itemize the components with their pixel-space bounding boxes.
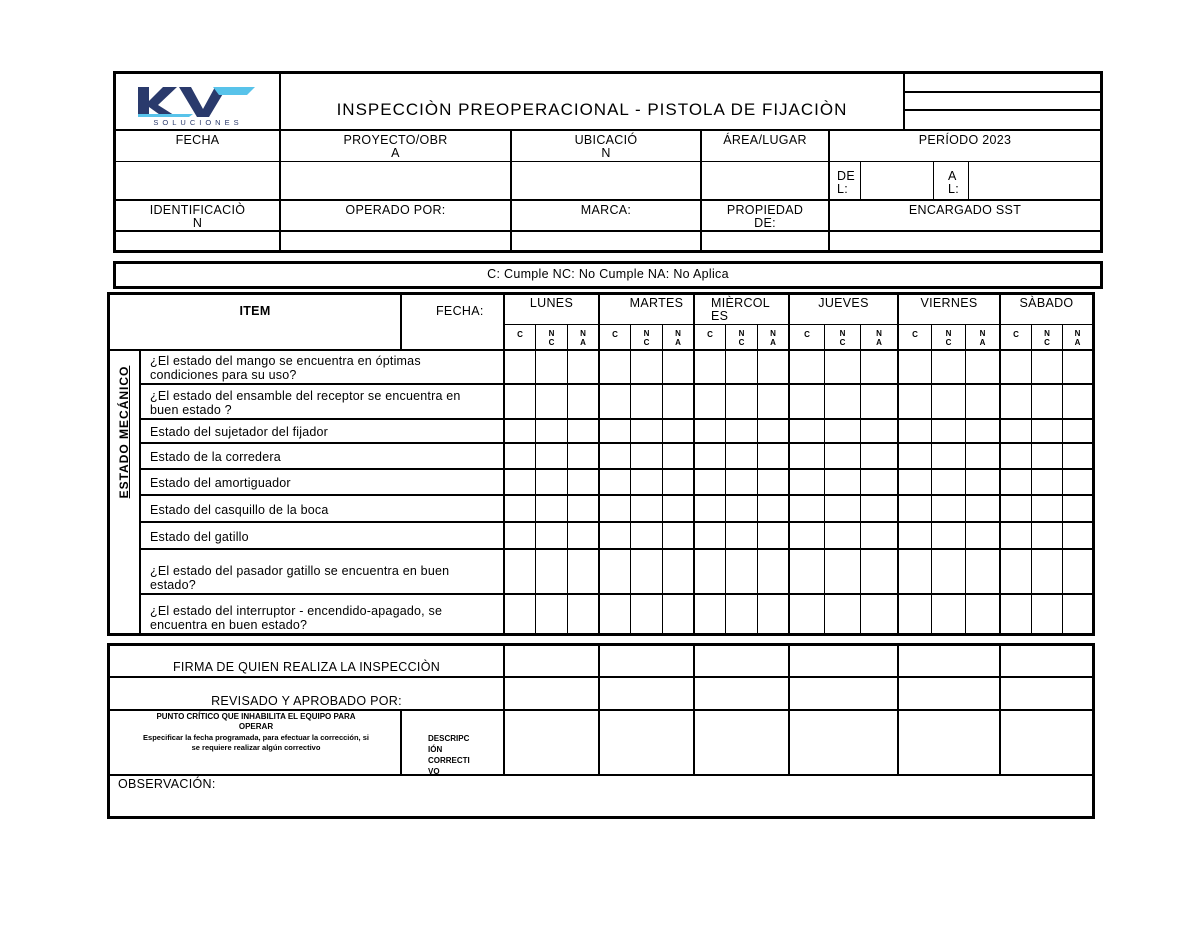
sub-nc: N C <box>839 329 846 347</box>
item-row: Estado de la corredera <box>150 450 281 464</box>
sub-na: N A <box>770 329 776 347</box>
sub-c: C <box>804 330 810 339</box>
label-fecha: FECHA <box>175 133 220 147</box>
label-del: DE L: <box>837 169 855 196</box>
logo-subtitle: SOLUCIONES <box>153 118 243 127</box>
revisado-label: REVISADO Y APROBADO POR: <box>211 694 402 708</box>
label-area: ÁREA/LUGAR <box>723 133 807 147</box>
day-sabado: SÀBADO <box>1019 296 1074 310</box>
area-field[interactable] <box>702 162 828 199</box>
label-ubicacion: UBICACIÓ N <box>574 133 638 160</box>
identificacion-field[interactable] <box>116 232 279 250</box>
sub-na: N A <box>979 329 986 347</box>
punto-critico-desc: Especificar la fecha programada, para efectuar la corrección, si se requiere realizar algún correctivo <box>143 733 369 752</box>
item-row: ¿El estado del interruptor - encendido-apagado, se encuentra en buen estado? <box>150 604 443 632</box>
fecha-field[interactable] <box>116 162 279 199</box>
item-row: ¿El estado del mango se encuentra en óptimas condiciones para su uso? <box>150 354 421 382</box>
sub-c: C <box>912 330 918 339</box>
observacion-label: OBSERVACIÓN: <box>118 777 216 791</box>
label-identificacion: IDENTIFICACIÒ N <box>149 203 246 230</box>
sub-nc: N C <box>738 329 745 347</box>
label-proyecto: PROYECTO/OBR A <box>343 133 448 160</box>
item-row: ¿El estado del ensamble del receptor se encuentra en buen estado ? <box>150 389 461 417</box>
periodo-del-field[interactable] <box>861 162 933 199</box>
label-operado: OPERADO POR: <box>345 203 446 217</box>
legend-box <box>113 261 1103 289</box>
item-row: Estado del casquillo de la boca <box>150 503 329 517</box>
item-row: ¿El estado del pasador gatillo se encuentra en buen estado? <box>150 564 450 592</box>
sub-nc: N C <box>548 329 555 347</box>
label-encargado: ENCARGADO SST <box>908 203 1022 217</box>
sub-nc: N C <box>945 329 952 347</box>
sub-na: N A <box>1074 329 1081 347</box>
sub-na: N A <box>675 329 681 347</box>
sub-c: C <box>707 330 713 339</box>
label-propiedad: PROPIEDAD DE: <box>726 203 804 230</box>
sub-na: N A <box>876 329 882 347</box>
sub-nc: N C <box>643 329 650 347</box>
firma-label: FIRMA DE QUIEN REALIZA LA INSPECCIÒN <box>172 660 441 674</box>
sub-c: C <box>517 330 523 339</box>
marca-field[interactable] <box>512 232 700 250</box>
operado-field[interactable] <box>281 232 510 250</box>
item-row: Estado del sujetador del fijador <box>150 425 329 439</box>
day-miercoles: MIÈRCOL ES <box>711 296 771 323</box>
proyecto-field[interactable] <box>281 162 510 199</box>
day-jueves: JUEVES <box>818 296 869 310</box>
descripcion-correctivo: DESCRIPC IÓN CORRECTI VO <box>428 734 470 776</box>
day-martes: MARTES <box>629 296 684 310</box>
item-row: Estado del amortiguador <box>150 476 291 490</box>
section-label: ESTADO MECÁNICO <box>117 365 131 499</box>
item-row: Estado del gatillo <box>150 530 249 544</box>
form-title: INSPECCIÒN PREOPERACIONAL - PISTOLA DE FIJACIÒN <box>336 100 848 119</box>
sub-c: C <box>612 330 618 339</box>
periodo-al-field[interactable] <box>969 162 1100 199</box>
label-periodo: PERÍODO 2023 <box>918 133 1012 147</box>
sub-na: N A <box>580 329 586 347</box>
fecha-header: FECHA: <box>436 304 484 318</box>
sub-c: C <box>1013 330 1019 339</box>
day-viernes: VIERNES <box>920 296 978 310</box>
label-marca: MARCA: <box>580 203 632 217</box>
legend-text: C: Cumple NC: No Cumple NA: No Aplica <box>487 267 729 281</box>
item-header: ITEM <box>239 304 271 318</box>
label-al: A L: <box>948 169 960 196</box>
ubicacion-field[interactable] <box>512 162 700 199</box>
encargado-field[interactable] <box>830 232 1100 250</box>
company-logo <box>133 83 263 127</box>
punto-critico-title: PUNTO CRÍTICO QUE INHABILITA EL EQUIPO PARA OPERAR <box>156 712 356 731</box>
day-lunes: LUNES <box>529 296 574 310</box>
propiedad-field[interactable] <box>702 232 828 250</box>
sub-nc: N C <box>1044 329 1050 347</box>
